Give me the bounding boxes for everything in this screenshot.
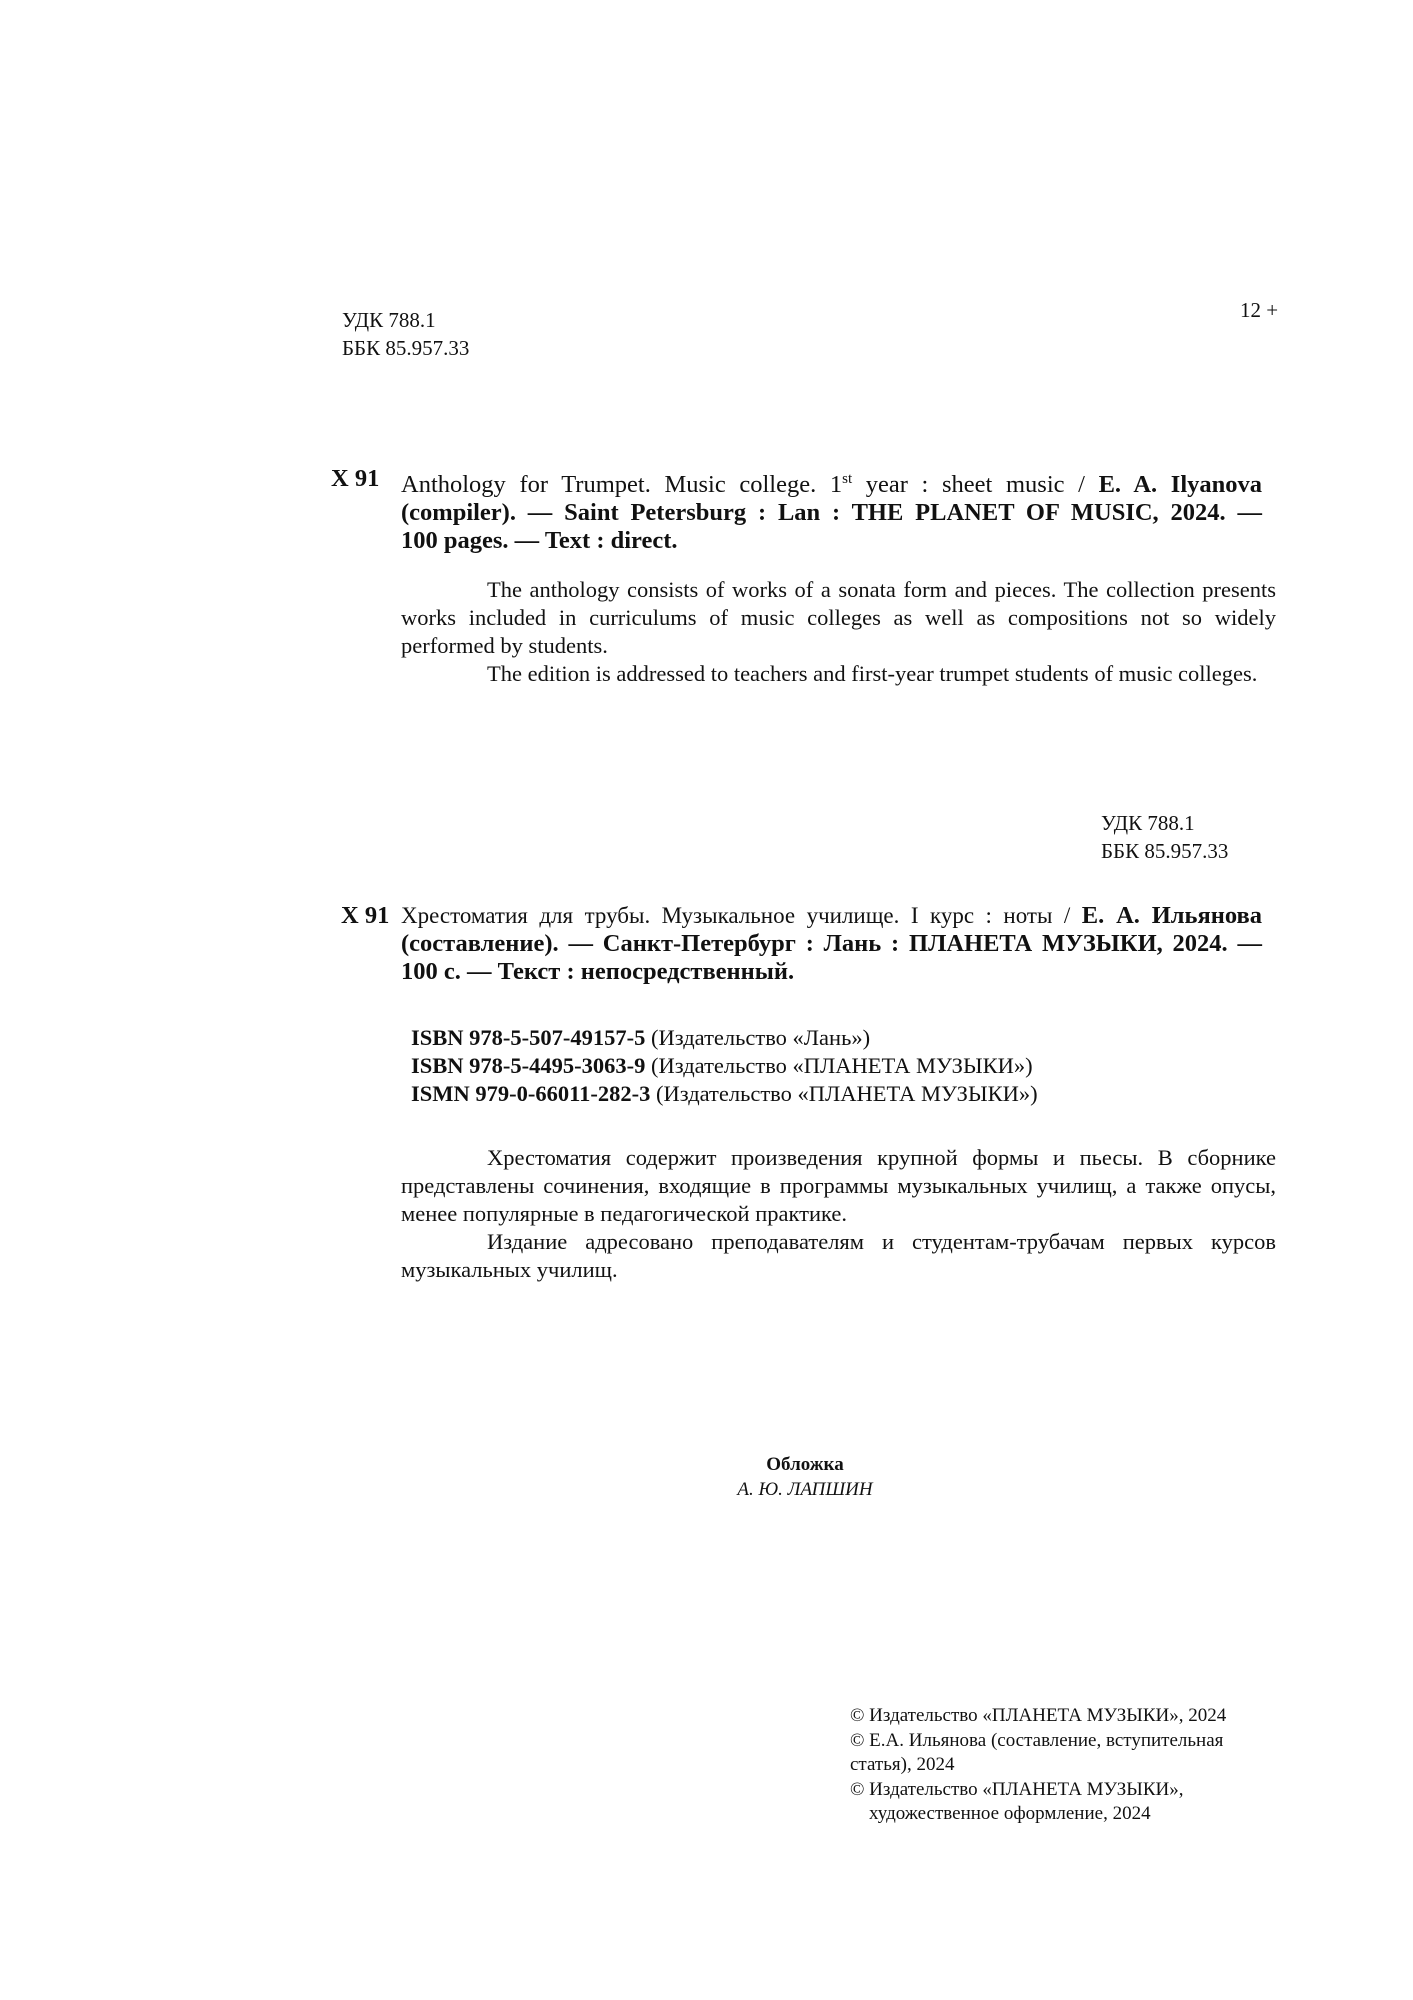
mid-classification (1101, 809, 1228, 865)
english-bibliographic-entry (331, 465, 1262, 555)
entry-year-part: year : sheet music / (852, 471, 1099, 499)
copyright-line: © Издательство «ПЛАНЕТА МУЗЫКИ», 2024 (850, 1705, 1227, 1726)
isbn-row (411, 1052, 1038, 1080)
copyright-line: © Е.А. Ильянова (составление, вступительная (850, 1729, 1224, 1751)
ordinal-suffix: st (842, 471, 853, 487)
isbn-number: ISMN 979-0-66011-282-3 (411, 1081, 651, 1106)
top-classification (342, 306, 469, 362)
entry-author: E. A. Ilyanova (1098, 471, 1262, 499)
entry-code: Х 91 (331, 465, 380, 492)
annotation-paragraph: Издание адресовано преподавателям и студентам-трубачам первых курсов музыкальных училищ. (401, 1229, 1276, 1282)
copyright-line: художественное оформление, 2024 (869, 1803, 1151, 1824)
entry-line-2: (составление). — Санкт-Петербург : Лань : ПЛАНЕТА МУЗЫКИ, 2024. — (401, 930, 1262, 957)
bbk-code: ББК 85.957.33 (342, 336, 470, 360)
isbn-number: ISBN 978-5-507-49157-5 (411, 1025, 646, 1050)
entry-line-1 (401, 902, 1262, 930)
entry-line-3: 100 с. — Текст : непосредственный. (401, 958, 795, 985)
cover-credit-title: Обложка (766, 1454, 844, 1475)
russian-annotation (401, 1144, 1276, 1284)
entry-author: Е. А. Ильянова (1081, 902, 1262, 929)
age-rating: 12 + (1240, 298, 1279, 322)
copyright-line: статья), 2024 (850, 1754, 955, 1775)
annotation-paragraph: The edition is addressed to teachers and first-year trumpet students of music colleges. (487, 661, 1258, 686)
isbn-list (411, 1024, 1038, 1108)
isbn-publisher: (Издательство «Лань») (645, 1025, 871, 1050)
cover-credit-name: А. Ю. ЛАПШИН (737, 1479, 873, 1500)
isbn-row (411, 1024, 1038, 1052)
entry-title: Хрестоматия для трубы. Музыкальное училище. I курс : ноты / (401, 903, 1082, 928)
english-annotation (401, 576, 1276, 688)
entry-line-2: (compiler). — Saint Petersburg : Lan : THE PLANET OF MUSIC, 2024. — (401, 499, 1262, 527)
isbn-number: ISBN 978-5-4495-3063-9 (411, 1053, 646, 1078)
entry-line-1 (401, 465, 1262, 499)
isbn-publisher: (Издательство «ПЛАНЕТА МУЗЫКИ») (645, 1053, 1033, 1078)
udk-code: УДК 788.1 (342, 308, 436, 332)
entry-code: Х 91 (341, 902, 390, 929)
copyright-line: © Издательство «ПЛАНЕТА МУЗЫКИ», (850, 1778, 1184, 1800)
copyright-block (850, 1704, 1270, 1827)
isbn-publisher: (Издательство «ПЛАНЕТА МУЗЫКИ») (650, 1081, 1038, 1106)
entry-title: Anthology for Trumpet. Music college. 1 (401, 471, 843, 499)
cover-credit (630, 1452, 980, 1502)
bbk-code: ББК 85.957.33 (1101, 839, 1229, 863)
annotation-paragraph: Хрестоматия содержит произведения крупной формы и пьесы. В сборнике представлены сочинения, входящие в программы музыкальных училищ, а также опусы, менее популярные в педагогической практике. (401, 1145, 1276, 1226)
annotation-paragraph: The anthology consists of works of a sonata form and pieces. The collection presents works included in curriculums of music colleges as well as compositions not so widely performed by students. (401, 577, 1276, 658)
udk-code: УДК 788.1 (1101, 811, 1195, 835)
entry-line-3: 100 pages. — Text : direct. (401, 527, 678, 555)
isbn-row (411, 1080, 1038, 1108)
russian-bibliographic-entry (341, 902, 1262, 986)
